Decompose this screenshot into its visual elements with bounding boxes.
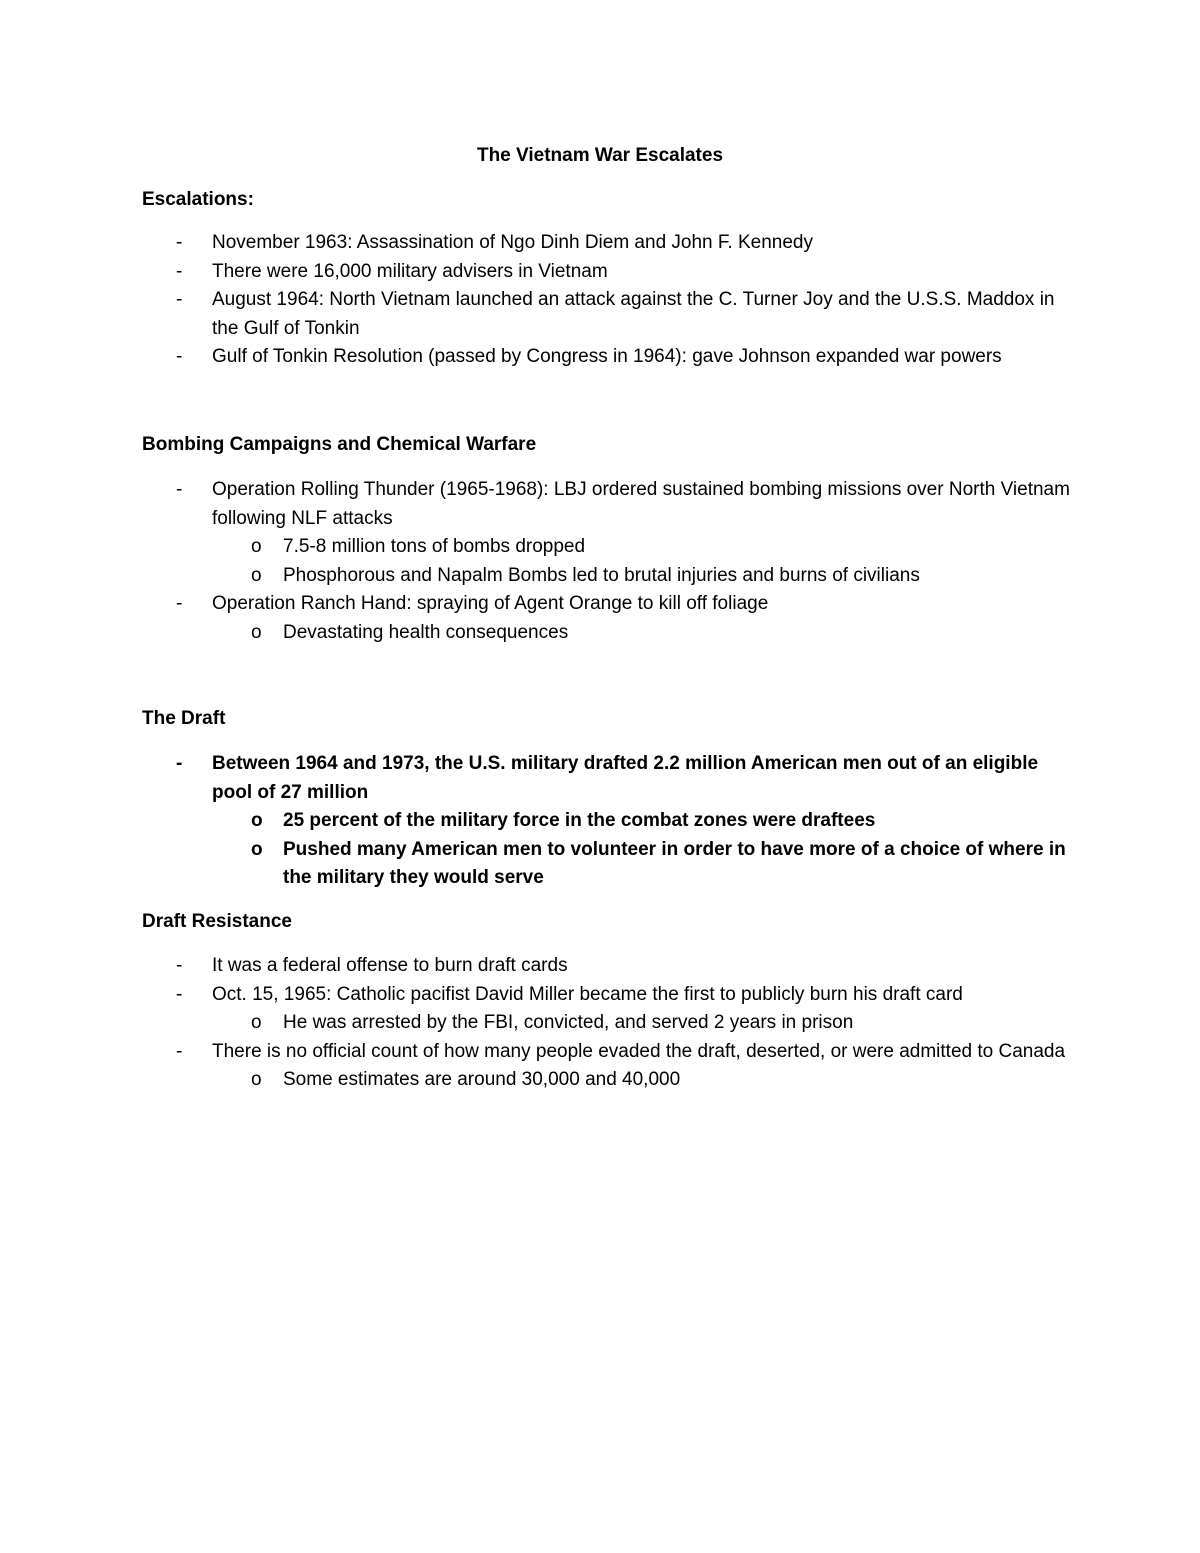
list-item-text: There were 16,000 military advisers in Vietnam: [212, 260, 608, 282]
bullet-circle: o: [251, 1069, 262, 1090]
bullet-circle: o: [251, 810, 263, 831]
list-item: [142, 981, 1072, 1010]
list-item-text: November 1963: Assassination of Ngo Dinh Diem and John F. Kennedy: [212, 232, 813, 253]
bullet-dash: -: [176, 232, 183, 253]
list-item: [142, 229, 1072, 258]
list-item-text: August 1964: North Vietnam launched an attack against the C. Turner Joy and the U.S.S. Maddox in the Gulf of Tonkin: [212, 289, 1055, 339]
bullet-dash: -: [176, 983, 183, 1005]
list-item-text: Operation Rolling Thunder (1965-1968): LBJ ordered sustained bombing missions over North Vietnam following NLF attacks: [212, 479, 1070, 529]
list-item: [142, 1038, 1072, 1067]
sub-list-item: [142, 807, 1072, 836]
heading-draft-resistance: Draft Resistance: [142, 911, 292, 932]
sub-list-item-text: Pushed many American men to volunteer in order to have more of a choice of where in the military they would serve: [283, 838, 1066, 888]
resistance-list: [142, 952, 1072, 1095]
bullet-dash: -: [176, 479, 183, 500]
sub-list-item-text: Phosphorous and Napalm Bombs led to brutal injuries and burns of civilians: [283, 564, 920, 586]
list-item-text: It was a federal offense to burn draft cards: [212, 955, 568, 976]
bullet-circle: o: [251, 536, 262, 557]
draft-list: [142, 750, 1072, 893]
sub-list-item-text: 25 percent of the military force in the combat zones were draftees: [283, 810, 876, 831]
list-item: [142, 952, 1072, 981]
bullet-dash: -: [176, 346, 183, 367]
list-item: [142, 590, 1072, 619]
bullet-dash: -: [176, 753, 183, 774]
list-item: [142, 476, 1072, 533]
bullet-circle: o: [251, 1012, 262, 1033]
sub-list-item: [142, 533, 1072, 562]
bullet-dash: -: [176, 955, 183, 976]
list-item: [142, 258, 1072, 287]
document-title: The Vietnam War Escalates: [476, 145, 724, 166]
bullet-circle: o: [251, 838, 263, 860]
list-item-text: Oct. 15, 1965: Catholic pacifist David Miller became the first to publicly burn his draft card: [212, 983, 963, 1005]
sub-list-item-text: 7.5-8 million tons of bombs dropped: [283, 536, 586, 557]
sub-list-item: [142, 836, 1072, 893]
sub-list-item: [142, 1009, 1072, 1038]
bullet-dash: -: [176, 289, 183, 310]
heading-escalations: Escalations:: [142, 189, 254, 210]
bullet-dash: -: [176, 260, 183, 282]
bullet-circle: o: [251, 564, 262, 586]
list-item-text: There is no official count of how many people evaded the draft, deserted, or were admitted to Canada: [212, 1040, 1066, 1062]
sub-list-item-text: Devastating health consequences: [283, 621, 569, 643]
list-item-text: Operation Ranch Hand: spraying of Agent Orange to kill off foliage: [212, 593, 769, 614]
escalations-list: [142, 229, 1072, 372]
heading-draft: The Draft: [142, 708, 226, 729]
bullet-dash: -: [176, 1040, 183, 1062]
bombing-list: [142, 476, 1072, 647]
list-item: [142, 343, 1072, 372]
bullet-dash: -: [176, 593, 183, 614]
list-item: [142, 286, 1072, 343]
bullet-circle: o: [251, 621, 262, 643]
list-item: [142, 750, 1072, 807]
sub-list-item-text: He was arrested by the FBI, convicted, and served 2 years in prison: [283, 1012, 854, 1033]
list-item-text: Between 1964 and 1973, the U.S. military drafted 2.2 million American men out of an eligible pool of 27 million: [212, 753, 1039, 803]
sub-list-item: [142, 1066, 1072, 1095]
sub-list-item: [142, 562, 1072, 591]
heading-bombing: Bombing Campaigns and Chemical Warfare: [142, 434, 537, 455]
list-item-text: Gulf of Tonkin Resolution (passed by Congress in 1964): gave Johnson expanded war powers: [212, 346, 1002, 367]
sub-list-item-text: Some estimates are around 30,000 and 40,000: [283, 1069, 681, 1090]
sub-list-item: [142, 619, 1072, 648]
